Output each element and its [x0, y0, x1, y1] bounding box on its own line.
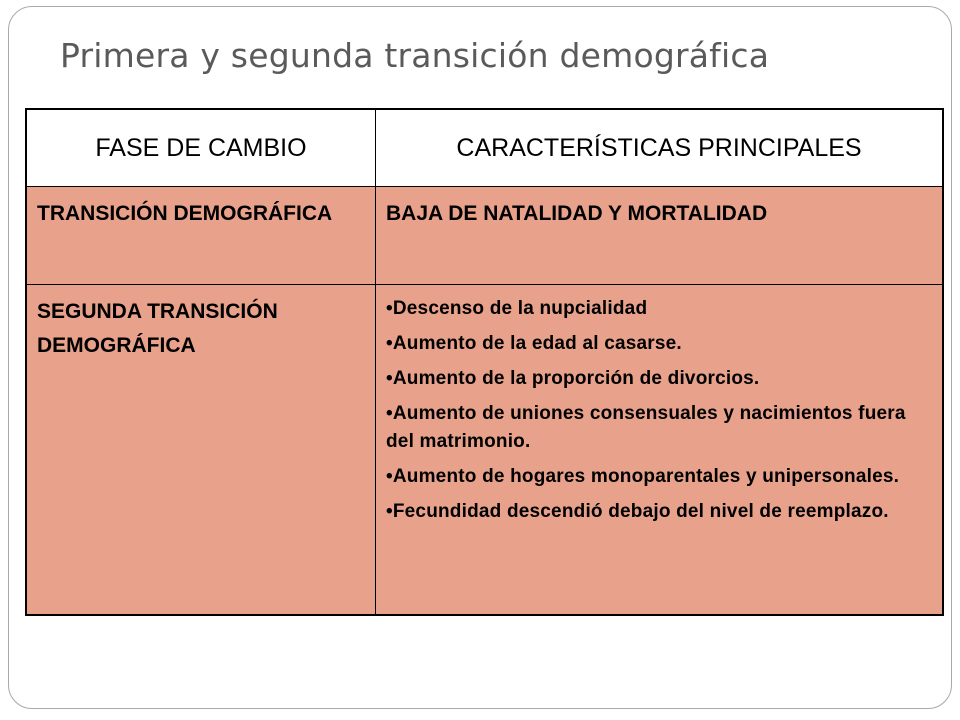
- transition-table: [25, 108, 944, 616]
- table-header-row: [26, 109, 943, 187]
- list-item: • Aumento de hogares monoparentales y unipersonales.: [386, 463, 932, 491]
- header-phase: FASE DE CAMBIO: [26, 109, 376, 187]
- table-row: [26, 285, 943, 615]
- list-item: • Aumento de uniones consensuales y nacimientos fuera del matrimonio.: [386, 400, 932, 456]
- slide-title: Primera y segunda transición demográfica: [60, 36, 770, 75]
- row-characteristics-cell: BAJA DE NATALIDAD Y MORTALIDAD: [376, 187, 944, 285]
- row-characteristics-cell: [376, 285, 944, 615]
- table-row: [26, 187, 943, 285]
- list-item: • Fecundidad descendió debajo del nivel de reemplazo.: [386, 498, 932, 526]
- list-item: • Descenso de la nupcialidad: [386, 295, 932, 323]
- list-item: • Aumento de la proporción de divorcios.: [386, 365, 932, 393]
- row-phase-cell: SEGUNDA TRANSICIÓN DEMOGRÁFICA: [26, 285, 376, 615]
- header-characteristics: CARACTERÍSTICAS PRINCIPALES: [376, 109, 944, 187]
- row-phase-cell: TRANSICIÓN DEMOGRÁFICA: [26, 187, 376, 285]
- list-item: • Aumento de la edad al casarse.: [386, 330, 932, 358]
- characteristics-list: [386, 295, 932, 526]
